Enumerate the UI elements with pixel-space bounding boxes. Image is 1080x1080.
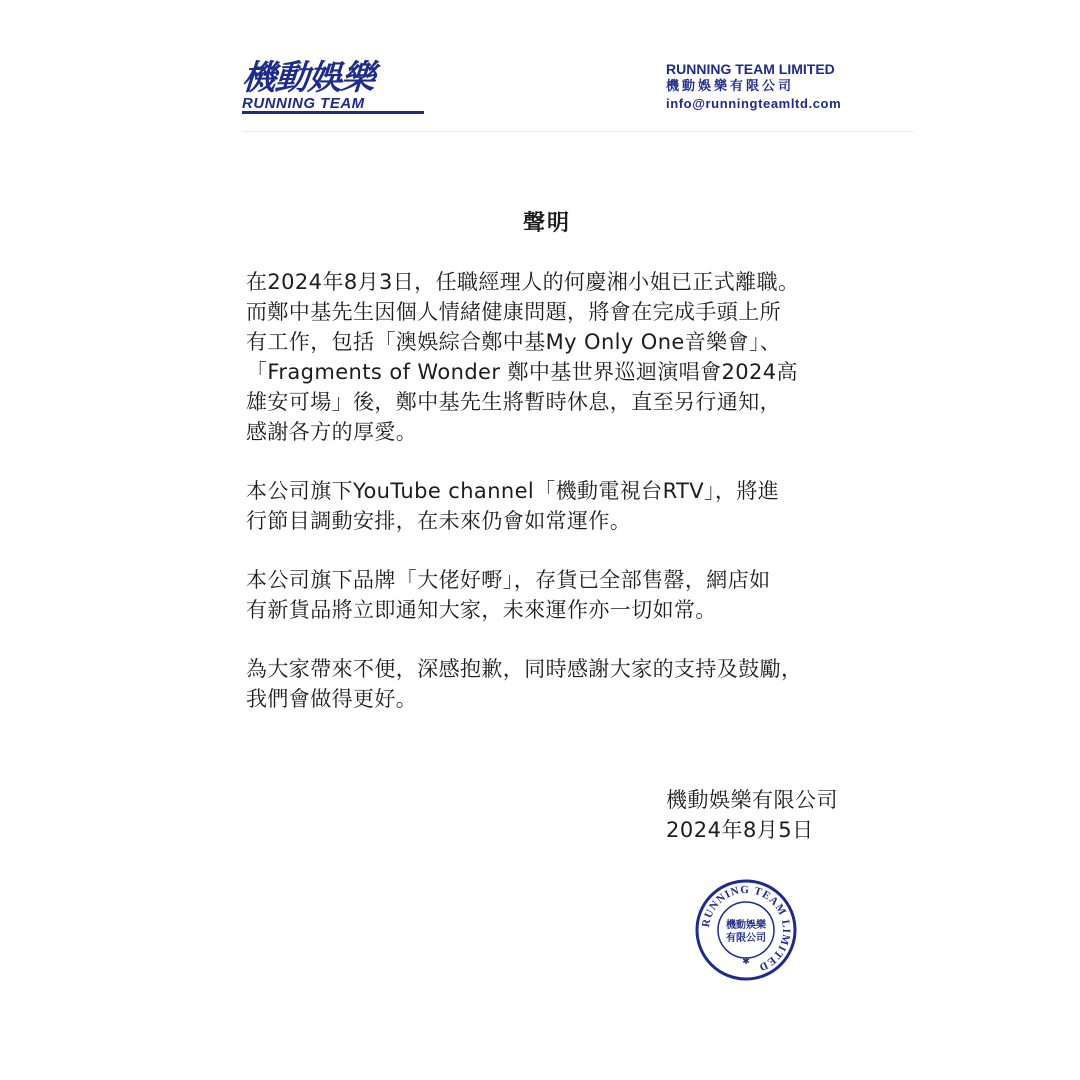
text-line: 我們會做得更好。 <box>246 687 418 711</box>
paragraph-3 <box>246 565 856 625</box>
statement-body <box>246 267 856 743</box>
seal-center-line-2: 有限公司 <box>726 933 766 944</box>
paragraph-1 <box>246 267 856 447</box>
text-line: 在2024年8月3日，任職經理人的何慶湘小姐已正式離職。 <box>246 270 800 294</box>
text-line: 有工作，包括「澳娛綜合鄭中基My Only One音樂會」、 <box>246 330 782 354</box>
text-line: 感謝各方的厚愛。 <box>246 420 418 444</box>
header-divider <box>242 131 914 132</box>
text-line: 「Fragments of Wonder 鄭中基世界巡迴演唱會2024高 <box>246 360 798 384</box>
company-name-chinese: 機動娛樂有限公司 <box>666 79 795 94</box>
company-logo <box>242 60 424 116</box>
text-line: 行節目調動安排，在未來仍會如常運作。 <box>246 509 632 533</box>
company-letterhead <box>666 60 926 112</box>
seal-center-line-1: 機動娛樂 <box>726 920 766 931</box>
statement-title: 聲明 <box>522 211 571 236</box>
signature-date: 2024年8月5日 <box>666 818 814 842</box>
text-line: 而鄭中基先生因個人情緒健康問題，將會在完成手頭上所 <box>246 300 781 324</box>
paragraph-2 <box>246 476 856 536</box>
company-email[interactable]: info@runningteamltd.com <box>666 96 842 111</box>
text-line: 有新貨品將立即通知大家，未來運作亦一切如常。 <box>246 598 717 622</box>
text-line: 本公司旗下品牌「大佬好嘢」，存貨已全部售罄，網店如 <box>246 568 771 592</box>
text-line: 本公司旗下YouTube channel「機動電視台RTV」，將進 <box>246 479 780 503</box>
logo-english-text: RUNNING TEAM <box>242 96 424 114</box>
signature-company: 機動娛樂有限公司 <box>666 788 838 812</box>
text-line: 雄安可場」後，鄭中基先生將暫時休息，直至另行通知， <box>246 390 781 414</box>
logo-chinese-text: 機動娛樂 <box>240 58 376 98</box>
seal-ring-text: RUNNING TEAM LIMITED <box>699 883 793 974</box>
seal-star-icon: ✱ <box>742 957 750 967</box>
paragraph-4 <box>246 654 856 714</box>
signature-block <box>666 785 906 845</box>
text-line: 為大家帶來不便，深感抱歉，同時感謝大家的支持及鼓勵， <box>246 657 803 681</box>
company-seal-stamp <box>694 878 798 982</box>
company-name-english: RUNNING TEAM LIMITED <box>666 61 835 77</box>
